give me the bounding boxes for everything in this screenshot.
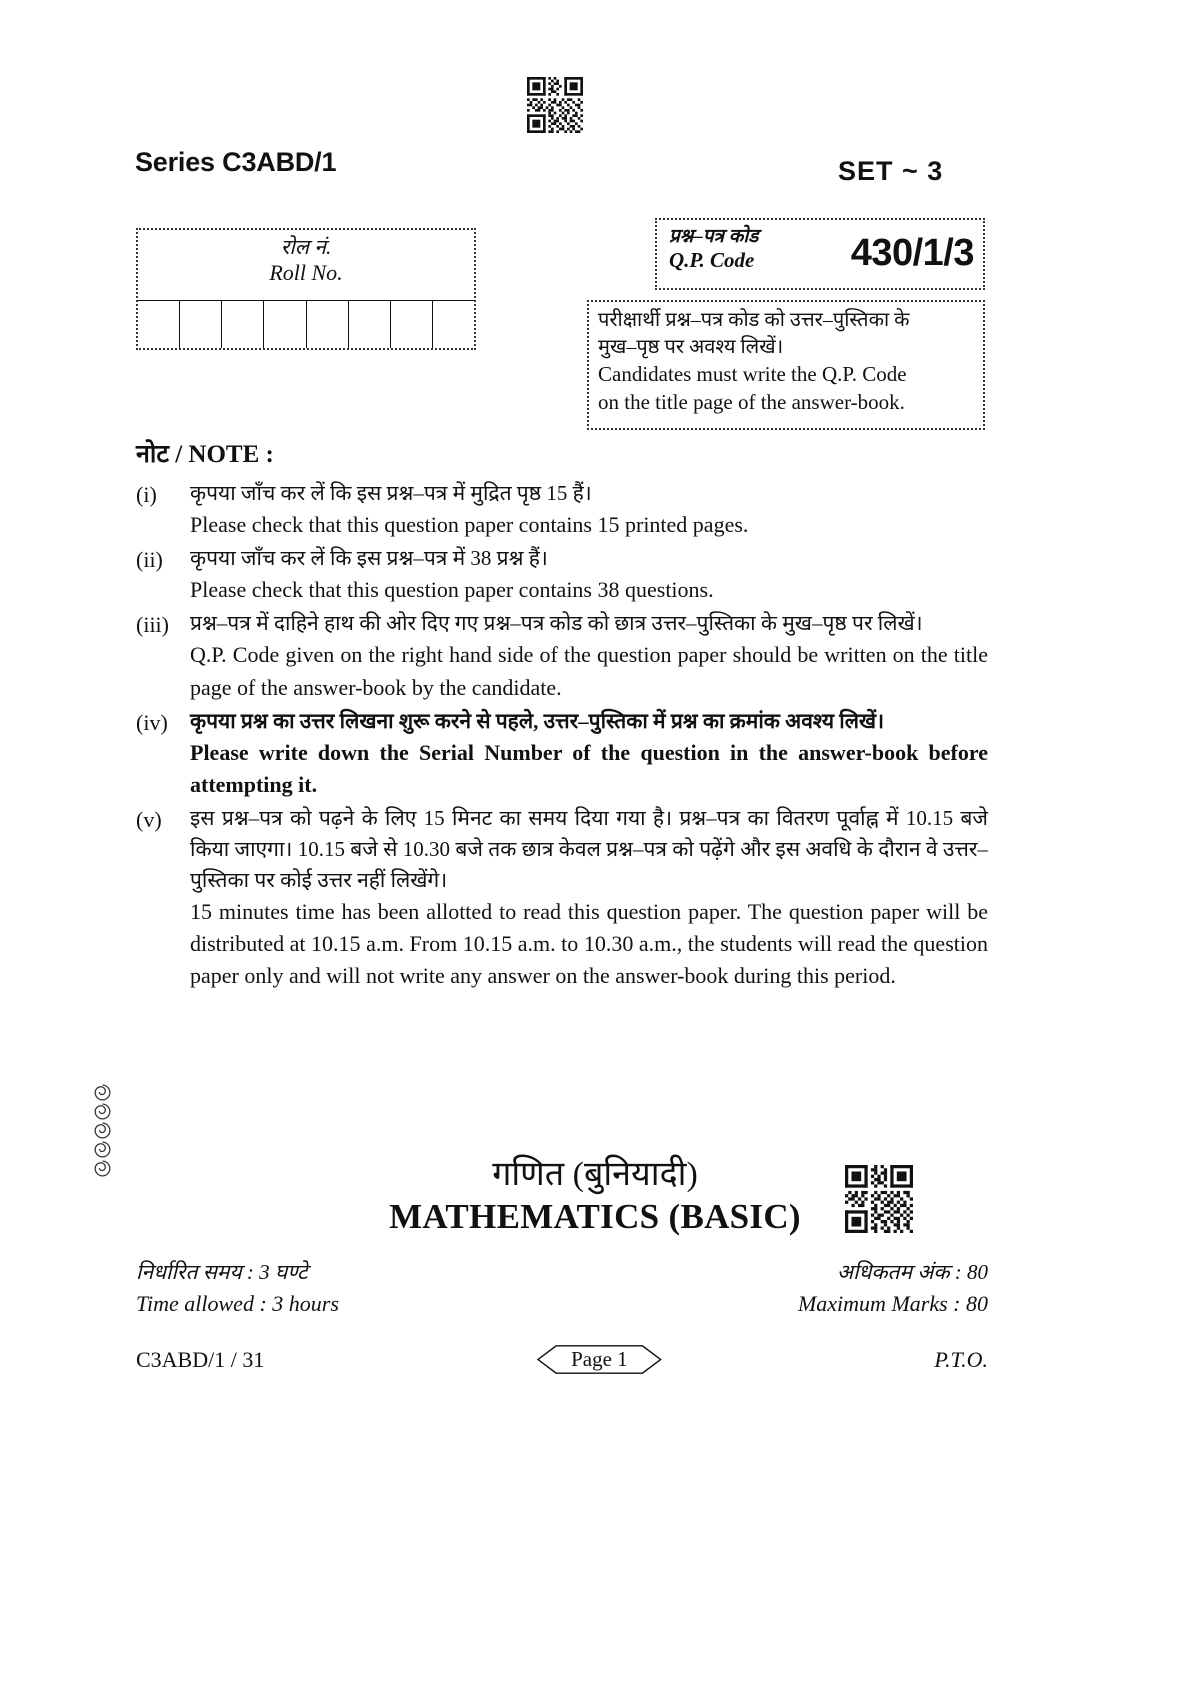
note-item xyxy=(136,608,988,703)
maximum-marks-en: Maximum Marks : 80 xyxy=(797,1291,988,1316)
roll-no-cell[interactable] xyxy=(433,301,474,348)
note-item xyxy=(136,803,988,993)
qp-code-value: 430/1/3 xyxy=(850,232,974,274)
roll-no-label-hi: रोल नं. xyxy=(280,235,332,259)
candidate-note-en-line1: Candidates must write the Q.P. Code xyxy=(598,362,907,387)
note-item xyxy=(136,543,988,606)
paper-title-hi: गणित (बुनियादी) xyxy=(492,1156,698,1193)
note-item xyxy=(136,478,988,541)
roll-no-caption xyxy=(138,230,474,286)
note-text-en: Please write down the Serial Number of the question in the answer-book before attempting it. xyxy=(190,739,988,797)
note-list xyxy=(136,478,988,995)
note-body xyxy=(190,608,988,703)
roll-no-cell[interactable] xyxy=(180,301,222,348)
note-marker: (iii) xyxy=(136,612,169,638)
series-label: Series C3ABD/1 xyxy=(135,147,337,177)
note-text-hi: इस प्रश्न–पत्र को पढ़ने के लिए 15 मिनट का समय दिया गया है। प्रश्न–पत्र का वितरण पूर्वाह्न में 10.15 बजे किया जाएगा। 10.15 बजे से 10.30 बजे तक छात्र केवल प्रश्न–पत्र को पढ़ेंगे और इस अवधि के दौरान वे उत्तर–पुस्तिका पर कोई उत्तर नहीं लिखेंगे। xyxy=(190,805,988,893)
note-text-en: Please check that this question paper contains 38 questions. xyxy=(190,577,714,603)
note-text-en: Please check that this question paper contains 15 printed pages. xyxy=(190,512,749,538)
qp-code-labels xyxy=(669,225,758,274)
paper-title xyxy=(0,1155,1190,1238)
paper-title-en: MATHEMATICS (BASIC) xyxy=(389,1196,801,1236)
note-text-hi: कृपया जाँच कर लें कि इस प्रश्न–पत्र में मुद्रित पृष्ठ 15 हैं। xyxy=(190,481,592,505)
roll-no-cell[interactable] xyxy=(307,301,349,348)
note-marker: (i) xyxy=(136,482,157,507)
pto-label: P.T.O. xyxy=(934,1346,988,1372)
note-heading: नोट / NOTE : xyxy=(136,441,274,468)
roll-no-cell[interactable] xyxy=(264,301,306,348)
roll-no-cell[interactable] xyxy=(138,301,180,348)
note-text-hi: कृपया प्रश्न का उत्तर लिखना शुरू करने से पहले, उत्तर–पुस्तिका में प्रश्न का क्रमांक अवश्य लिखें। xyxy=(190,708,885,733)
qr-code-icon xyxy=(845,1165,913,1233)
maximum-marks-hi: अधिकतम अंक : 80 xyxy=(837,1260,988,1284)
qp-code-label-hi: प्रश्न–पत्र कोड xyxy=(669,226,759,247)
note-body xyxy=(190,543,988,606)
exam-meta-row-hi xyxy=(136,1258,988,1286)
note-body xyxy=(190,478,988,541)
exam-meta-row-en xyxy=(136,1291,988,1317)
note-marker: (ii) xyxy=(136,547,163,573)
note-text-en: Q.P. Code given on the right hand side of the question paper should be written on the title page of the answer-book by the candidate. xyxy=(190,642,988,700)
note-text-hi: प्रश्न–पत्र में दाहिने हाथ की ओर दिए गए प्रश्न–पत्र कोड को छात्र उत्तर–पुस्तिका के मुख–पृष्ठ पर लिखें। xyxy=(190,611,923,636)
paper-reference: C3ABD/1 / 31 xyxy=(136,1346,265,1372)
page-number-label: Page 1 xyxy=(571,1347,628,1371)
time-allowed-en: Time allowed : 3 hours xyxy=(136,1291,339,1316)
note-body xyxy=(190,706,988,801)
note-text-hi: कृपया जाँच कर लें कि इस प्रश्न–पत्र में 38 प्रश्न हैं। xyxy=(190,546,548,571)
roll-no-cell[interactable] xyxy=(391,301,433,348)
note-marker: (iv) xyxy=(136,709,168,735)
candidate-instruction-box xyxy=(587,300,985,430)
note-item xyxy=(136,706,988,801)
roll-no-cells[interactable] xyxy=(138,300,474,348)
qr-code-icon xyxy=(527,77,583,133)
set-label: SET ~ 3 xyxy=(838,156,944,186)
roll-no-cell[interactable] xyxy=(349,301,391,348)
page-number-badge xyxy=(537,1345,662,1374)
roll-no-box xyxy=(136,228,476,350)
roll-no-cell[interactable] xyxy=(222,301,264,348)
candidate-note-hi-line1: परीक्षार्थी प्रश्न–पत्र कोड को उत्तर–पुस्तिका के xyxy=(598,309,910,331)
note-body xyxy=(190,803,988,993)
note-marker: (v) xyxy=(136,806,162,832)
note-text-en: 15 minutes time has been allotted to read this question paper. The question paper will be distributed at 10.15 a.m. From 10.15 a.m. to 10.30 a.m., the students will read the question paper only and will not write any answer on the answer-book during this period. xyxy=(190,899,988,989)
candidate-note-hi-line2: मुख–पृष्ठ पर अवश्य लिखें। xyxy=(598,336,784,359)
roll-no-label-en: Roll No. xyxy=(269,259,343,285)
qp-code-box xyxy=(655,218,985,290)
time-allowed-hi: निर्धारित समय : 3 घण्टे xyxy=(136,1260,308,1284)
page-footer xyxy=(136,1345,988,1374)
qp-code-label-en: Q.P. Code xyxy=(669,248,755,273)
candidate-note-en-line2: on the title page of the answer-book. xyxy=(598,390,905,415)
